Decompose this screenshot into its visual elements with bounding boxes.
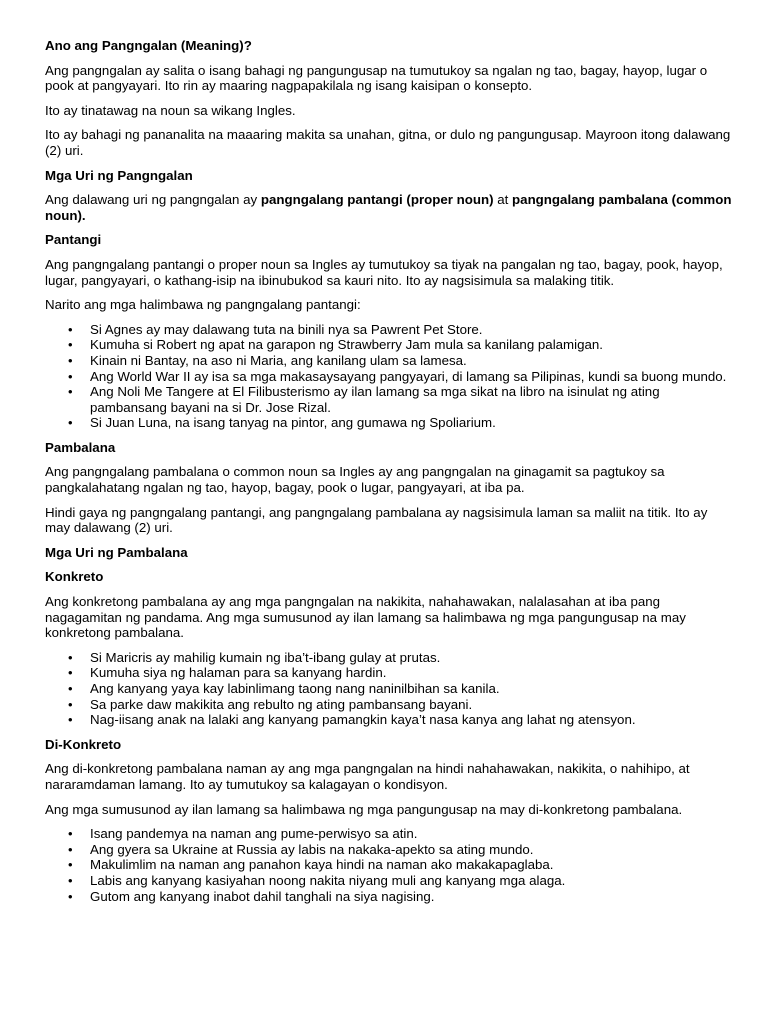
list-item: • Ang World War II ay isa sa mga makasaysayang pangyayari, di lamang sa Pilipinas, kundi sa buong mundo.: [90, 369, 735, 385]
section-heading-pambalana: Pambalana: [45, 439, 116, 455]
uri-bold-common-noun: pangngalang pambalana (common noun).: [45, 192, 732, 223]
list-item: • Si Agnes ay may dalawang tuta na binili nya sa Pawrent Pet Store.: [90, 322, 735, 338]
section-heading-di-konkreto: Di-Konkreto: [45, 736, 122, 752]
section-heading-uri: Mga Uri ng Pangngalan: [45, 167, 193, 183]
uri-text-middle: at: [493, 192, 513, 208]
section-heading-konkreto: Konkreto: [45, 569, 104, 585]
di-konkreto-description-1: Ang di-konkretong pambalana naman ay ang mga pangngalan na hindi nahahawakan, nakikita, o nahihipo, at nararamdaman lamang. Ito ay tumutukoy sa kalagayan o kondisyon.: [45, 761, 690, 792]
uri-paragraph: [45, 192, 735, 223]
section-heading-pantangi: Pantangi: [45, 232, 102, 248]
list-item: • Makulimlim na naman ang panahon kaya hindi na naman ako makakapaglaba.: [90, 857, 735, 873]
list-item: • Nag-iisang anak na lalaki ang kanyang pamangkin kaya’t nasa kanya ang lahat ng atensyon.: [90, 712, 735, 728]
list-item: • Ang gyera sa Ukraine at Russia ay labis na nakaka-apekto sa ating mundo.: [90, 842, 735, 858]
di-konkreto-description-2: Ang mga sumusunod ay ilan lamang sa halimbawa ng mga pangungusap na may di-konkretong pambalana.: [45, 801, 683, 817]
pantangi-examples-list: [45, 322, 735, 431]
list-item: • Si Juan Luna, na isang tanyag na pintor, ang gumawa ng Spoliarium.: [90, 415, 735, 431]
konkreto-examples-list: [45, 650, 735, 728]
pambalana-description-2: Hindi gaya ng pangngalang pantangi, ang pangngalang pambalana ay nagsisimula laman sa maliit na titik. Ito ay may dalawang (2) uri.: [45, 504, 708, 536]
konkreto-description: Ang konkretong pambalana ay ang mga pangngalan na nakikita, nahahawakan, nalalasahan at iba pang nagagamitan ng pandama. Ang mga sumusunod ay ilan lamang sa halimbawa ng mga pangungusap na may konkretong pambalana.: [45, 594, 686, 641]
pantangi-description: Ang pangngalang pantangi o proper noun sa Ingles ay tumutukoy sa tiyak na pangalan ng tao, bagay, pook, hayop, lugar, pangyayari, o kathang-isip na ibinubukod sa kauri nito. Ito ay nagsisimula sa malaking titik.: [45, 256, 723, 288]
pantangi-examples-intro: Narito ang mga halimbawa ng pangngalang pantangi:: [45, 297, 361, 313]
list-item: • Kumuha si Robert ng apat na garapon ng Strawberry Jam mula sa kanilang palamigan.: [90, 337, 735, 353]
di-konkreto-examples-list: [45, 826, 735, 904]
list-item: • Ang kanyang yaya kay labinlimang taong nang naninilbihan sa kanila.: [90, 681, 735, 697]
intro-paragraph-2: Ito ay tinatawag na noun sa wikang Ingles.: [45, 102, 296, 118]
list-item: • Kumuha siya ng halaman para sa kanyang hardin.: [90, 665, 735, 681]
list-item: • Isang pandemya na naman ang pume-perwisyo sa atin.: [90, 826, 735, 842]
section-heading-uri-pambalana: Mga Uri ng Pambalana: [45, 544, 188, 560]
document-page: [45, 38, 735, 913]
list-item: • Ang Noli Me Tangere at El Filibusterismo ay ilan lamang sa mga sikat na libro na isinulat ng ating pambansang bayani na si Dr. Jose Rizal.: [90, 384, 735, 415]
pambalana-description-1: Ang pangngalang pambalana o common noun sa Ingles ay ang pangngalan na ginagamit sa pagtukoy sa pangkalahatang ngalan ng tao, hayop, bagay, pook o lugar, pangyayari, at iba pa.: [45, 464, 665, 496]
intro-paragraph-3: Ito ay bahagi ng pananalita na maaaring makita sa unahan, gitna, or dulo ng pangungusap. Mayroon itong dalawang (2) uri.: [45, 127, 731, 158]
intro-paragraph-1: Ang pangngalan ay salita o isang bahagi ng pangungusap na tumutukoy sa ngalan ng tao, bagay, hayop, lugar o pook at pangyayari. Ito rin ay maaring nagpapakilala ng isang kaisipan o konsepto.: [45, 62, 708, 94]
list-item: • Si Maricris ay mahilig kumain ng iba’t-ibang gulay at prutas.: [90, 650, 735, 666]
page-title: Ano ang Pangngalan (Meaning)?: [45, 38, 252, 53]
uri-bold-proper-noun: pangngalang pantangi (proper noun): [260, 192, 494, 208]
list-item: • Kinain ni Bantay, na aso ni Maria, ang kanilang ulam sa lamesa.: [90, 353, 735, 369]
list-item: • Gutom ang kanyang inabot dahil tanghali na siya nagising.: [90, 889, 735, 905]
list-item: • Labis ang kanyang kasiyahan noong nakita niyang muli ang kanyang mga alaga.: [90, 873, 735, 889]
list-item: • Sa parke daw makikita ang rebulto ng ating pambansang bayani.: [90, 697, 735, 713]
uri-text-before: Ang dalawang uri ng pangngalan ay: [45, 192, 261, 208]
